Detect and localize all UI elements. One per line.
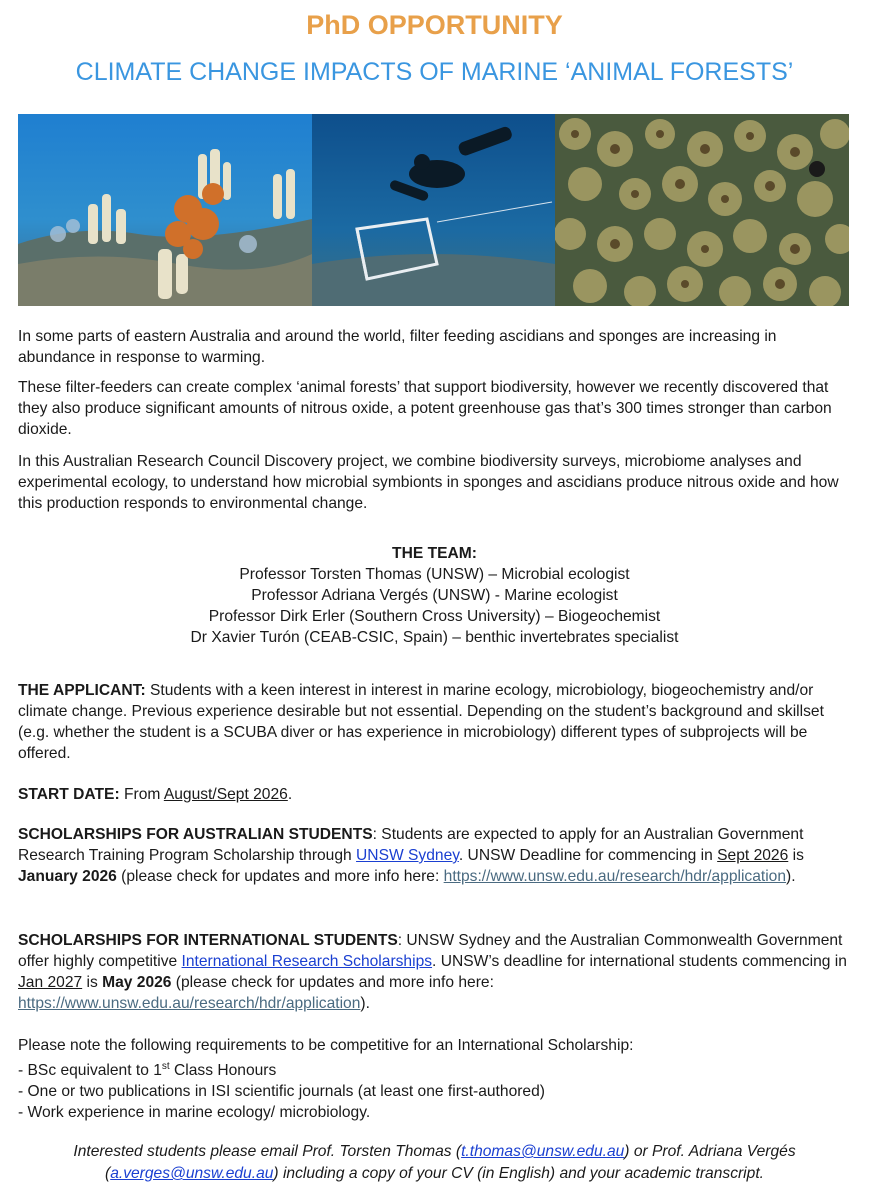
list-item: - Work experience in marine ecology/ microbiology.: [18, 1104, 371, 1122]
applicant-label: THE APPLICANT:: [18, 682, 146, 699]
australian-commence-date: Sept 2026: [717, 847, 789, 864]
international-text-1: : UNSW Sydney and the Australian Commonwealth Government offer highly competitive: [18, 932, 843, 970]
photo-strip: [18, 114, 849, 306]
australian-text-1: : Students are expected to apply for an Australian Government Research Training Program Scholarship through: [18, 826, 804, 864]
international-deadline: May 2026: [102, 974, 172, 991]
email-link-thomas[interactable]: t.thomas@unsw.edu.au: [461, 1143, 625, 1160]
start-date-prefix: From: [119, 786, 164, 803]
page-subtitle: CLIMATE CHANGE IMPACTS OF MARINE ‘ANIMAL FORESTS’: [75, 58, 794, 86]
team-section: [0, 543, 869, 648]
contact-line-2: [0, 1163, 869, 1185]
contact-text-4: ) including a copy of your CV (in English) and your academic transcript.: [273, 1165, 764, 1182]
intro-paragraph-1: In some parts of eastern Australia and around the world, filter feeding ascidians and sponges are increasing in abundance in response to warming.: [18, 328, 777, 366]
australian-text-2: . UNSW Deadline for commencing in: [458, 847, 718, 864]
team-heading: THE TEAM:: [392, 545, 477, 562]
photo-sponge-reef: [18, 114, 312, 306]
contact-line-1: [0, 1141, 869, 1163]
international-scholarship-label: SCHOLARSHIPS FOR INTERNATIONAL STUDENTS: [18, 932, 398, 949]
australian-scholarship-section: [18, 824, 848, 887]
contact-footer: [0, 1141, 869, 1185]
start-date-value: August/Sept 2026: [163, 786, 288, 803]
international-research-scholarships-link[interactable]: International Research Scholarships: [181, 953, 433, 970]
contact-text-1: Interested students please email Prof. Torsten Thomas (: [73, 1143, 462, 1160]
email-link-verges[interactable]: a.verges@unsw.edu.au: [110, 1165, 274, 1182]
team-member: Dr Xavier Turón (CEAB-CSIC, Spain) – benthic invertebrates specialist: [190, 629, 679, 646]
requirements-section: [18, 1035, 848, 1123]
australian-deadline: January 2026: [18, 868, 117, 885]
unsw-sydney-link[interactable]: UNSW Sydney: [356, 847, 459, 864]
photo-ascidian-forest: [555, 114, 849, 306]
australian-text-4: (please check for updates and more info here:: [116, 868, 444, 885]
international-text-2: . UNSW’s deadline for international students commencing in: [432, 953, 847, 970]
requirements-list: [18, 1056, 848, 1123]
list-item: [18, 1056, 848, 1081]
international-text-5: ).: [360, 995, 370, 1012]
requirements-intro: Please note the following requirements to be competitive for an International Scholarship:: [18, 1037, 634, 1054]
start-date-section: [18, 784, 848, 805]
australian-text-5: ).: [786, 868, 796, 885]
applicant-section: [18, 680, 848, 764]
intro-paragraph-2: These filter-feeders can create complex ‘animal forests’ that support biodiversity, however we recently discovered that they also produce significant amounts of nitrous oxide, a potent greenhouse gas that’s 300 times stronger than carbon dioxide.: [18, 379, 832, 438]
australian-scholarship-label: SCHOLARSHIPS FOR AUSTRALIAN STUDENTS: [18, 826, 373, 843]
list-item: - One or two publications in ISI scientific journals (at least one first-authored): [18, 1083, 545, 1101]
requirement-1-superscript: st: [161, 1061, 170, 1072]
requirement-1-text: - BSc equivalent to 1: [18, 1062, 162, 1080]
start-date-suffix: .: [287, 786, 293, 803]
international-commence-date: Jan 2027: [18, 974, 83, 991]
team-member: Professor Adriana Vergés (UNSW) - Marine ecologist: [251, 587, 618, 604]
contact-text-2: ) or Prof. Adriana Vergés: [624, 1143, 796, 1160]
international-text-3: is: [82, 974, 103, 991]
team-member: Professor Dirk Erler (Southern Cross University) – Biogeochemist: [208, 608, 661, 625]
australian-text-3: is: [788, 847, 804, 864]
page-title: PhD OPPORTUNITY: [306, 10, 563, 40]
applicant-text: Students with a keen interest in interest in marine ecology, microbiology, biogeochemistry and/or climate change. Previous experience desirable but not essential. Depending on the student’s background and skillset (e.g. whether the student is a SCUBA diver or has experience in microbiology) different types of subprojects will be offered.: [18, 682, 824, 762]
start-date-label: START DATE:: [18, 786, 120, 803]
team-member: Professor Torsten Thomas (UNSW) – Microbial ecologist: [239, 566, 630, 583]
international-application-link[interactable]: https://www.unsw.edu.au/research/hdr/application: [18, 995, 361, 1012]
photo-diver-quadrat: [312, 114, 555, 306]
contact-text-3: (: [105, 1165, 111, 1182]
requirement-1-suffix: Class Honours: [169, 1062, 277, 1080]
intro-paragraph-3: In this Australian Research Council Discovery project, we combine biodiversity surveys, microbiome analyses and experimental ecology, to understand how microbial symbionts in sponges and ascidians produce nitrous oxide and how this production responds to environmental change.: [18, 453, 839, 512]
international-text-4: (please check for updates and more info here:: [171, 974, 494, 991]
australian-application-link[interactable]: https://www.unsw.edu.au/research/hdr/application: [443, 868, 787, 885]
international-scholarship-section: [18, 930, 848, 1014]
